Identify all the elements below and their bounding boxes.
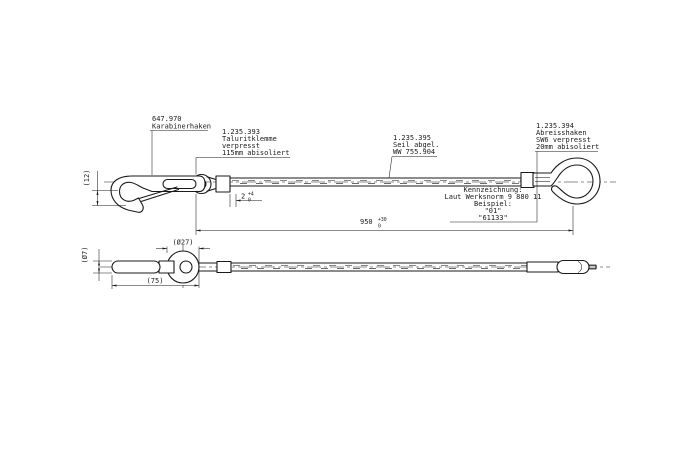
hook-body-plan bbox=[557, 261, 589, 274]
note-text: "61133" bbox=[478, 214, 508, 222]
label-seil bbox=[389, 134, 439, 178]
note-text: Kennzeichnung: bbox=[463, 186, 523, 194]
carabiner-hook bbox=[111, 176, 205, 212]
label-text: Abreisshaken bbox=[536, 129, 587, 137]
label-text: Karabinerhaken bbox=[152, 122, 212, 131]
note-text: "01" bbox=[484, 207, 502, 215]
ferrule-plan bbox=[217, 262, 231, 273]
label-karabinerhaken bbox=[150, 115, 211, 175]
dim-text: 2 bbox=[241, 192, 246, 201]
dim-cable-diameter bbox=[81, 247, 112, 281]
label-text: WW 755.904 bbox=[393, 148, 436, 156]
dim-text: (12) bbox=[83, 169, 91, 187]
marking-note bbox=[445, 186, 542, 222]
dim-tolerance-upper: +4 bbox=[248, 192, 254, 198]
label-text: 20mm abisoliert bbox=[536, 143, 600, 151]
label-text: SW6 verpresst bbox=[536, 136, 591, 144]
dim-clamp-gap bbox=[230, 192, 262, 208]
label-text: 647.970 bbox=[152, 115, 182, 123]
label-text: Taluritklemme bbox=[222, 135, 277, 143]
note-text: Beispiel: bbox=[474, 200, 512, 208]
dim-text: (Ø27) bbox=[172, 238, 194, 247]
carabiner-hook-outline bbox=[111, 176, 205, 212]
sleeve-plan bbox=[527, 262, 558, 272]
hook-sleeve bbox=[521, 173, 534, 188]
top-view bbox=[83, 115, 616, 235]
label-text: 115mm abisoliert bbox=[222, 149, 290, 157]
label-text: 1.235.394 bbox=[536, 122, 574, 130]
clamp-plan bbox=[159, 261, 174, 273]
eye-ring-inner bbox=[180, 261, 192, 273]
leader-line bbox=[389, 157, 392, 179]
label-text: 1.235.395 bbox=[393, 134, 431, 142]
dim-text: 950 bbox=[360, 218, 373, 226]
note-text: Laut Werksnorm 9 880 11 bbox=[444, 193, 542, 201]
tear-off-hook-plan bbox=[527, 261, 596, 274]
dim-text: (75) bbox=[146, 277, 164, 285]
label-taluritklemme bbox=[196, 128, 290, 175]
dim-tolerance-upper: +30 bbox=[378, 218, 387, 223]
label-text: 1.235.393 bbox=[222, 128, 260, 136]
carabiner-plan bbox=[112, 261, 160, 273]
dim-tolerance-lower: 0 bbox=[378, 224, 381, 230]
bottom-view bbox=[81, 239, 610, 292]
label-text: Seil abgel. bbox=[393, 141, 440, 149]
label-text: verpresst bbox=[222, 142, 260, 150]
tear-off-hook-outline bbox=[533, 158, 600, 204]
dim-text: (Ø7) bbox=[81, 246, 89, 264]
talurit-clamp bbox=[216, 176, 230, 192]
label-abreisshaken bbox=[535, 122, 599, 222]
dim-tolerance-lower: 0 bbox=[248, 198, 251, 204]
